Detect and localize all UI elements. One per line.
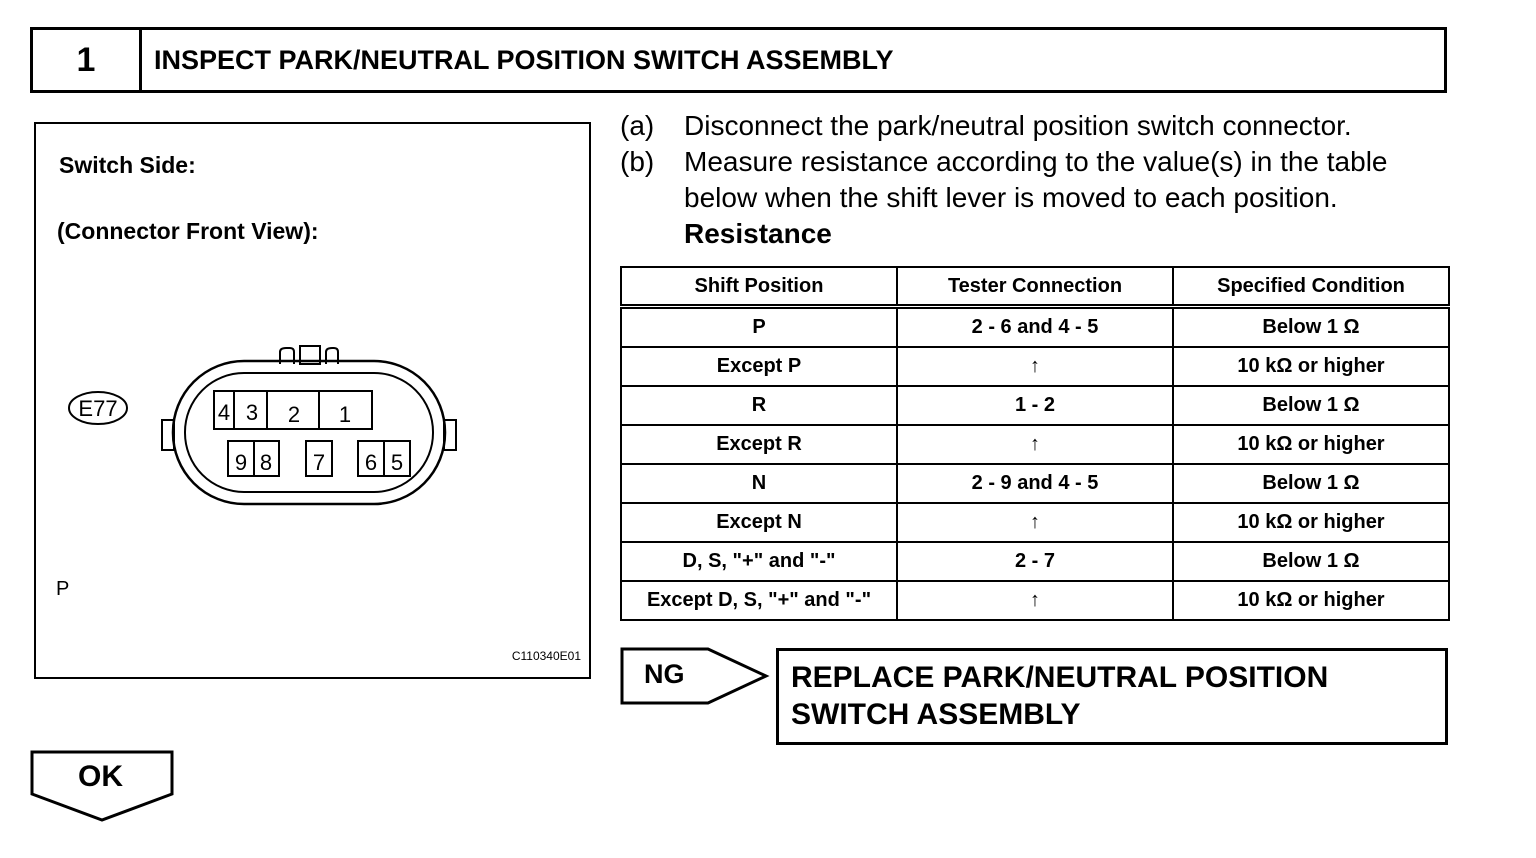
pin-label-2: 2 — [287, 402, 301, 427]
table-row — [621, 386, 1449, 425]
pin-label-1: 1 — [338, 402, 352, 427]
step-number: 1 — [33, 30, 142, 90]
step-title: INSPECT PARK/NEUTRAL POSITION SWITCH ASSEMBLY — [154, 45, 894, 75]
pin-label-6: 6 — [364, 450, 378, 475]
cell-specified-condition: 10 kΩ or higher — [1173, 347, 1449, 386]
ng-action-line1: REPLACE PARK/NEUTRAL POSITION — [791, 661, 1329, 694]
cell-shift-position: P — [621, 307, 897, 348]
table-row — [621, 542, 1449, 581]
pin-label-3: 3 — [245, 400, 259, 425]
cell-specified-condition: 10 kΩ or higher — [1173, 581, 1449, 620]
cell-specified-condition: Below 1 Ω — [1173, 542, 1449, 581]
table-row — [621, 464, 1449, 503]
ok-label: OK — [78, 760, 123, 793]
header-specified-condition: Specified Condition — [1173, 267, 1449, 307]
table-row — [621, 581, 1449, 620]
ng-label: NG — [644, 659, 685, 689]
cell-shift-position: Except N — [621, 503, 897, 542]
table-title: Resistance — [684, 218, 832, 249]
cell-shift-position: Except P — [621, 347, 897, 386]
cell-tester-connection: ↑ — [897, 503, 1173, 542]
ng-action-line2: SWITCH ASSEMBLY — [791, 698, 1081, 731]
step-b-marker: (b) — [620, 146, 655, 177]
cell-tester-connection: 2 - 6 and 4 - 5 — [897, 307, 1173, 348]
table-header-row — [621, 267, 1449, 307]
ng-action-box — [776, 648, 1448, 745]
cell-shift-position: R — [621, 386, 897, 425]
cell-shift-position: Except R — [621, 425, 897, 464]
cell-tester-connection: ↑ — [897, 425, 1173, 464]
resistance-table — [620, 266, 1450, 621]
pin-label-5: 5 — [390, 450, 404, 475]
connector-view-label: (Connector Front View): — [57, 218, 319, 244]
figure-id: C110340E01 — [511, 649, 581, 663]
cell-tester-connection: 2 - 9 and 4 - 5 — [897, 464, 1173, 503]
step-header — [30, 27, 1447, 93]
connector-id-text: E77 — [78, 396, 118, 421]
pin-label-4: 4 — [217, 400, 231, 425]
ng-arrow-shape — [620, 647, 770, 705]
connector-housing-outer — [173, 361, 445, 504]
header-tester-connection: Tester Connection — [897, 267, 1173, 307]
pin-label-8: 8 — [259, 450, 273, 475]
table-row — [621, 347, 1449, 386]
cell-shift-position: N — [621, 464, 897, 503]
pin-label-9: 9 — [234, 450, 248, 475]
ng-arrow — [620, 647, 770, 710]
cell-tester-connection: 1 - 2 — [897, 386, 1173, 425]
step-b-line2: below when the shift lever is moved to each position. — [684, 182, 1338, 213]
step-b-line1: Measure resistance according to the value(s) in the table — [684, 146, 1388, 177]
cell-shift-position: D, S, "+" and "-" — [621, 542, 897, 581]
table-row — [621, 307, 1449, 348]
ok-arrow — [30, 750, 176, 829]
connector-illustration — [34, 122, 591, 679]
switch-side-label: Switch Side: — [59, 152, 196, 178]
step-a-text: Disconnect the park/neutral position switch connector. — [684, 110, 1352, 141]
cell-tester-connection: 2 - 7 — [897, 542, 1173, 581]
cell-tester-connection: ↑ — [897, 347, 1173, 386]
step-a-marker: (a) — [620, 110, 655, 141]
connector-diagram — [36, 124, 593, 681]
cell-specified-condition: Below 1 Ω — [1173, 307, 1449, 348]
cell-specified-condition: 10 kΩ or higher — [1173, 503, 1449, 542]
cell-tester-connection: ↑ — [897, 581, 1173, 620]
table-row — [621, 503, 1449, 542]
pin-label-7: 7 — [312, 450, 326, 475]
position-mark: P — [56, 578, 70, 600]
header-shift-position: Shift Position — [621, 267, 897, 307]
cell-shift-position: Except D, S, "+" and "-" — [621, 581, 897, 620]
cell-specified-condition: Below 1 Ω — [1173, 464, 1449, 503]
table-row — [621, 425, 1449, 464]
cell-specified-condition: Below 1 Ω — [1173, 386, 1449, 425]
cell-specified-condition: 10 kΩ or higher — [1173, 425, 1449, 464]
